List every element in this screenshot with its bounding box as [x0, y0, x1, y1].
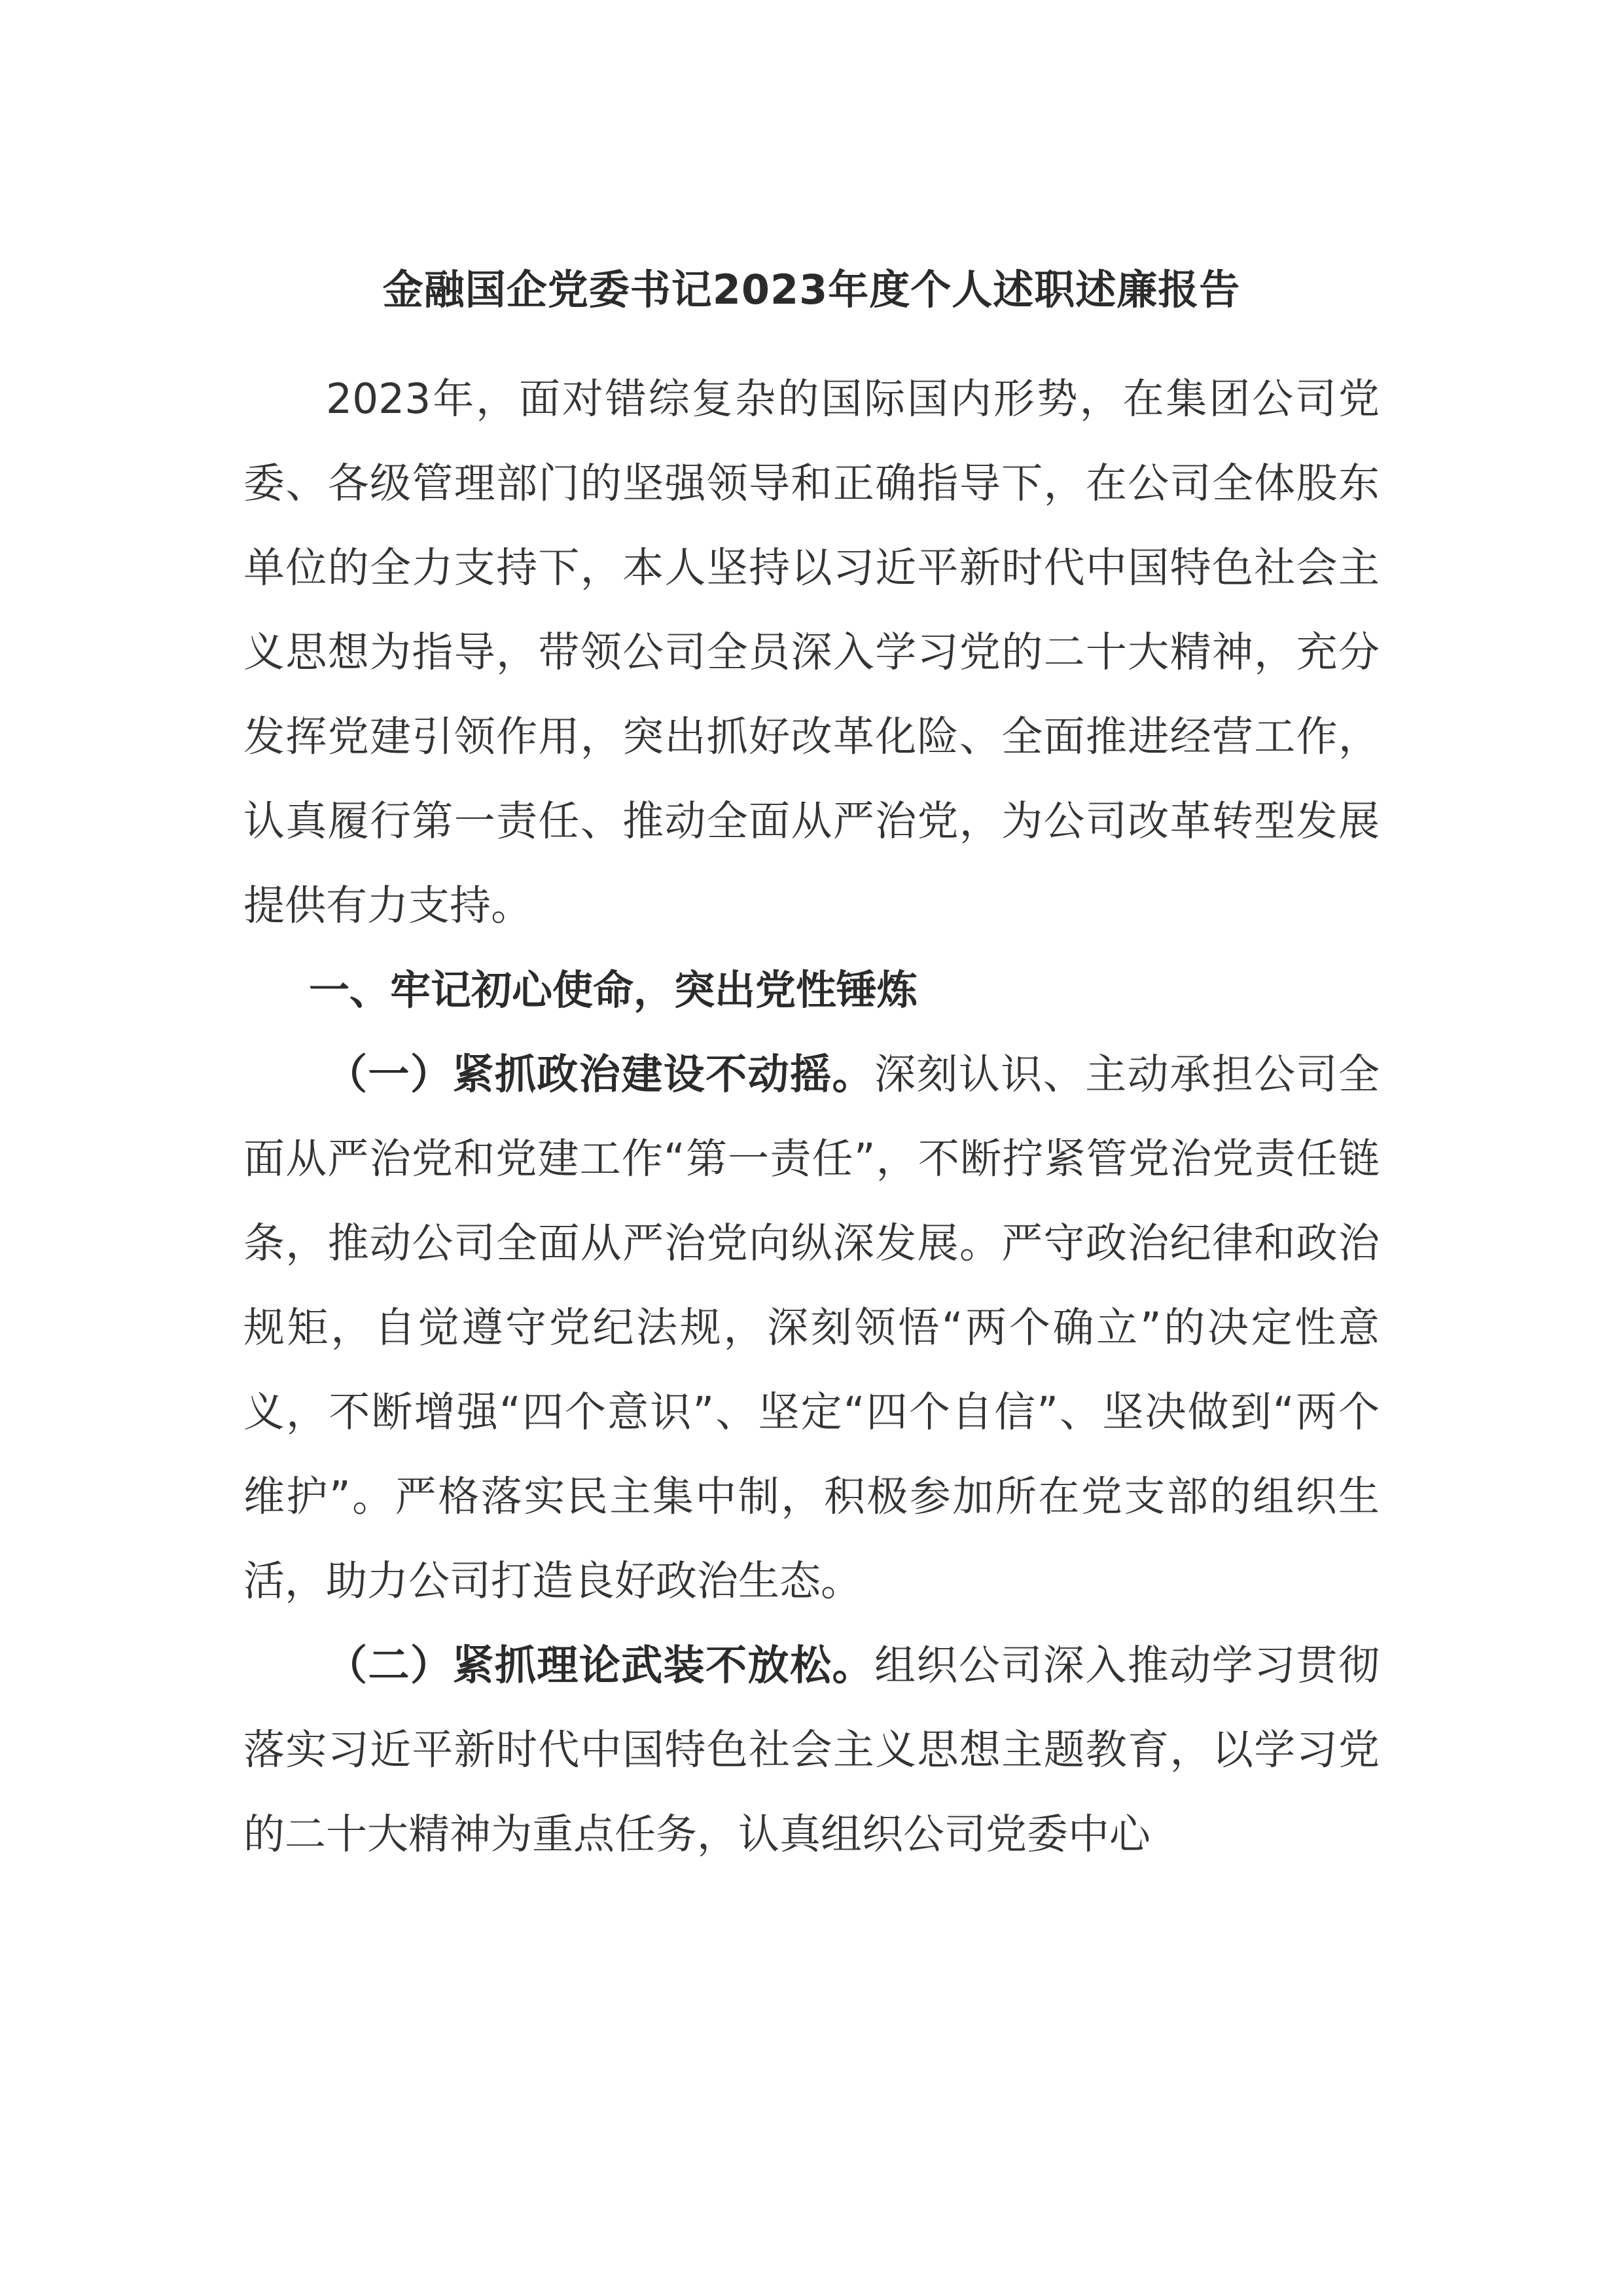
item-2-text: 组织公司深入推动学习贯彻落实习近平新时代中国特色社会主义思想主题教育，以学习党的二十大精神为重点任务，认真组织公司党委中心: [243, 1641, 1380, 1858]
item-1-paragraph: [243, 1032, 1380, 1623]
intro-paragraph: 2023年，面对错综复杂的国际国内形势，在集团公司党委、各级管理部门的坚强领导和正确指导下，在公司全体股东单位的全力支持下，本人坚持以习近平新时代中国特色社会主义思想为指导，带领公司全员深入学习党的二十大精神，充分发挥党建引领作用，突出抓好改革化险、全面推进经营工作，认真履行第一责任、推动全面从严治党，为公司改革转型发展提供有力支持。: [243, 375, 1380, 929]
document-title: 金融国企党委书记2023年度个人述职述廉报告: [382, 266, 1241, 314]
section-heading: 一、牢记初心使命，突出党性锤炼: [309, 966, 918, 1014]
document-body: [243, 357, 1380, 1876]
item-2-paragraph: [243, 1623, 1380, 1876]
item-1-lead: （一）紧抓政治建设不动摇。: [326, 1050, 874, 1098]
item-2-lead: （二）紧抓理论武装不放松。: [326, 1641, 874, 1689]
item-1-text: 深刻认识、主动承担公司全面从严治党和党建工作“第一责任”，不断拧紧管党治党责任链条，推动公司全面从严治党向纵深发展。严守政治纪律和政治规矩，自觉遵守党纪法规，深刻领悟“两个确立”的决定性意义，不断增强“四个意识”、坚定“四个自信”、坚决做到“两个维护”。严格落实民主集中制，积极参加所在党支部的组织生活，助力公司打造良好政治生态。: [243, 1050, 1380, 1605]
